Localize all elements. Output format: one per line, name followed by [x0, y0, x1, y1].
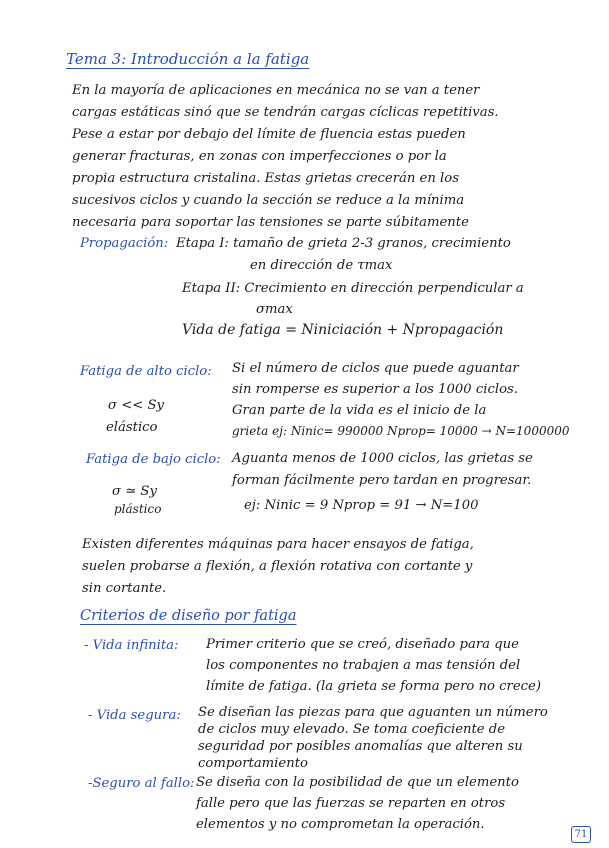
text-line: suelen probarse a flexión, a flexión rotativa con cortante y: [82, 559, 473, 574]
text-line: En la mayoría de aplicaciones en mecánica no se van a tener: [72, 83, 480, 98]
text-line: seguridad por posibles anomalías que alteren su: [198, 739, 523, 754]
vida-segura-text: [198, 704, 548, 772]
etapa-2: Etapa II: Crecimiento en dirección perpendicular a: [182, 281, 524, 296]
text-line: Se diseña con la posibilidad de que un elemento: [196, 775, 519, 790]
text-line: necesaria para soportar las tensiones se parte súbitamente: [72, 215, 469, 230]
criterios-heading: Criterios de diseño por fatiga: [80, 608, 297, 624]
vida-infinita-text: [206, 634, 541, 697]
page-title: Tema 3: Introducción a la fatiga: [66, 50, 310, 68]
text-line: forman fácilmente pero tardan en progresar.: [232, 473, 532, 488]
text-line: de ciclos muy elevado. Se toma coeficiente de: [198, 722, 506, 737]
text-line: Pese a estar por debajo del límite de fluencia estas pueden: [72, 127, 466, 142]
seguro-fallo-label: -Seguro al fallo:: [88, 776, 195, 791]
text-line: Se diseñan las piezas para que aguanten un número: [198, 705, 548, 720]
text-line: sucesivos ciclos y cuando la sección se reduce a la mínima: [72, 193, 465, 208]
vida-segura-label: - Vida segura:: [88, 708, 181, 723]
alto-ciclo-text: [232, 358, 570, 442]
text-line: Aguanta menos de 1000 ciclos, las grietas se: [232, 451, 533, 466]
text-line: elementos y no comprometan la operación.: [196, 817, 485, 832]
text-line: comportamiento: [198, 756, 308, 771]
bajo-ciclo-text: [232, 448, 533, 492]
intro-paragraph: [72, 80, 499, 234]
alto-ciclo-regime: elástico: [106, 420, 158, 435]
text-line: Primer criterio que se creó, diseñado para que: [206, 637, 519, 652]
bajo-ciclo-label: Fatiga de bajo ciclo:: [86, 452, 221, 467]
bajo-ciclo-example: ej: Ninic = 9 Nprop = 91 → N=100: [244, 498, 479, 513]
bajo-ciclo-regime: plástico: [114, 502, 162, 516]
text-line: sin cortante.: [82, 581, 167, 596]
alto-ciclo-label: Fatiga de alto ciclo:: [80, 364, 212, 379]
text-line: los componentes no trabajen a mas tensión del: [206, 658, 521, 673]
text-line: cargas estáticas sinó que se tendrán cargas cíclicas repetitivas.: [72, 105, 499, 120]
etapa-1-cont: en dirección de τmax: [250, 258, 393, 273]
maquinas-paragraph: [82, 534, 474, 600]
text-line: falle pero que las fuerzas se reparten en otros: [196, 796, 506, 811]
text-line: propia estructura cristalina. Estas grietas crecerán en los: [72, 171, 459, 186]
page-number: 71: [571, 826, 591, 843]
text-line: grieta ej: Ninic= 990000 Nprop= 10000 → N=1000000: [232, 424, 570, 438]
alto-ciclo-sigma: σ << Sy: [108, 398, 164, 413]
text-line: límite de fatiga. (la grieta se forma pero no crece): [206, 679, 541, 694]
vida-fatiga-formula: Vida de fatiga = Niniciación + Npropagación: [182, 322, 504, 338]
bajo-ciclo-sigma: σ ≃ Sy: [112, 484, 157, 499]
etapa-1: Etapa I: tamaño de grieta 2-3 granos, crecimiento: [176, 236, 511, 251]
text-line: sin romperse es superior a los 1000 ciclos.: [232, 382, 518, 397]
propagacion-label: Propagación:: [80, 236, 169, 251]
seguro-fallo-text: [196, 772, 519, 835]
text-line: Gran parte de la vida es el inicio de la: [232, 403, 487, 418]
text-line: Si el número de ciclos que puede aguantar: [232, 361, 519, 376]
text-line: Existen diferentes máquinas para hacer ensayos de fatiga,: [82, 537, 474, 552]
text-line: generar fracturas, en zonas con imperfecciones o por la: [72, 149, 447, 164]
etapa-2-cont: σmax: [256, 302, 293, 317]
vida-infinita-label: - Vida infinita:: [84, 638, 179, 653]
